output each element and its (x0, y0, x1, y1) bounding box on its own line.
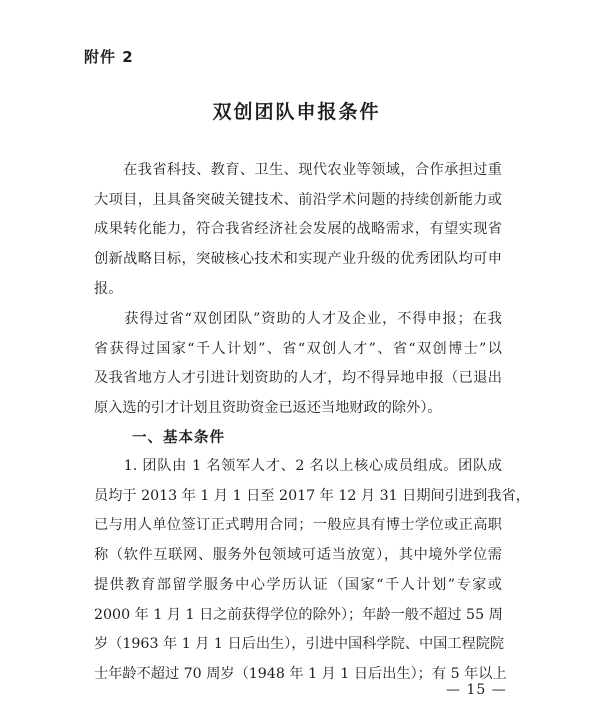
text-line: 员均于 2013 年 1 月 1 日至 2017 年 12 月 31 日期间引进到我省， (94, 487, 530, 504)
intro-paragraph (94, 156, 502, 305)
text-line: 士年龄不超过 70 周岁（1948 年 1 月 1 日后出生）；有 5 年以上 (94, 665, 507, 682)
restriction-paragraph (94, 305, 502, 424)
text-line: 在我省科技、教育、卫生、现代农业等领域，合作承担过重 (94, 162, 502, 178)
annex-label: 附件 2 (84, 48, 134, 66)
text-line: 及我省地方人才引进计划资助的人才，均不得异地申报（已退出 (94, 370, 502, 387)
text-line: 岁（1963 年 1 月 1 日后出生），引进中国科学院、中国工程院院 (94, 636, 505, 653)
document-title: 双创团队申报条件 (212, 101, 381, 123)
text-line: 大项目，且具备突破关键技术、前沿学术问题的持续创新能力或 (94, 191, 502, 208)
text-line: 创新战略目标，突破核心技术和实现产业升级的优秀团队均可申 (94, 251, 502, 268)
text-line: 称（软件互联网、服务外包领域可适当放宽），其中境外学位需 (94, 547, 502, 564)
text-line: 已与用人单位签订正式聘用合同；一般应具有博士学位或正高职 (94, 517, 502, 534)
text-line: 成果转化能力，符合我省经济社会发展的战略需求，有望实现省 (94, 221, 502, 238)
section-heading: 一、基本条件 (132, 430, 225, 446)
text-line: 省获得过国家“千人计划”、省“双创人才”、省“双创博士”以 (94, 340, 502, 357)
text-line: 获得过省“双创团队”资助的人才及企业，不得申报；在我 (94, 311, 502, 327)
text-line: 1. 团队由 1 名领军人才、2 名以上核心成员组成。团队成 (94, 458, 502, 474)
text-line: 提供教育部留学服务中心学历认证（国家“千人计划”专家或 (94, 576, 502, 593)
text-line: 报。 (94, 280, 123, 297)
page-number: — 15 — (446, 682, 507, 698)
text-line: 原入选的引才计划且资助资金已返还当地财政的除外）。 (94, 400, 442, 417)
text-line: 2000 年 1 月 1 日之前获得学位的除外）；年龄一般不超过 55 周 (94, 606, 503, 623)
